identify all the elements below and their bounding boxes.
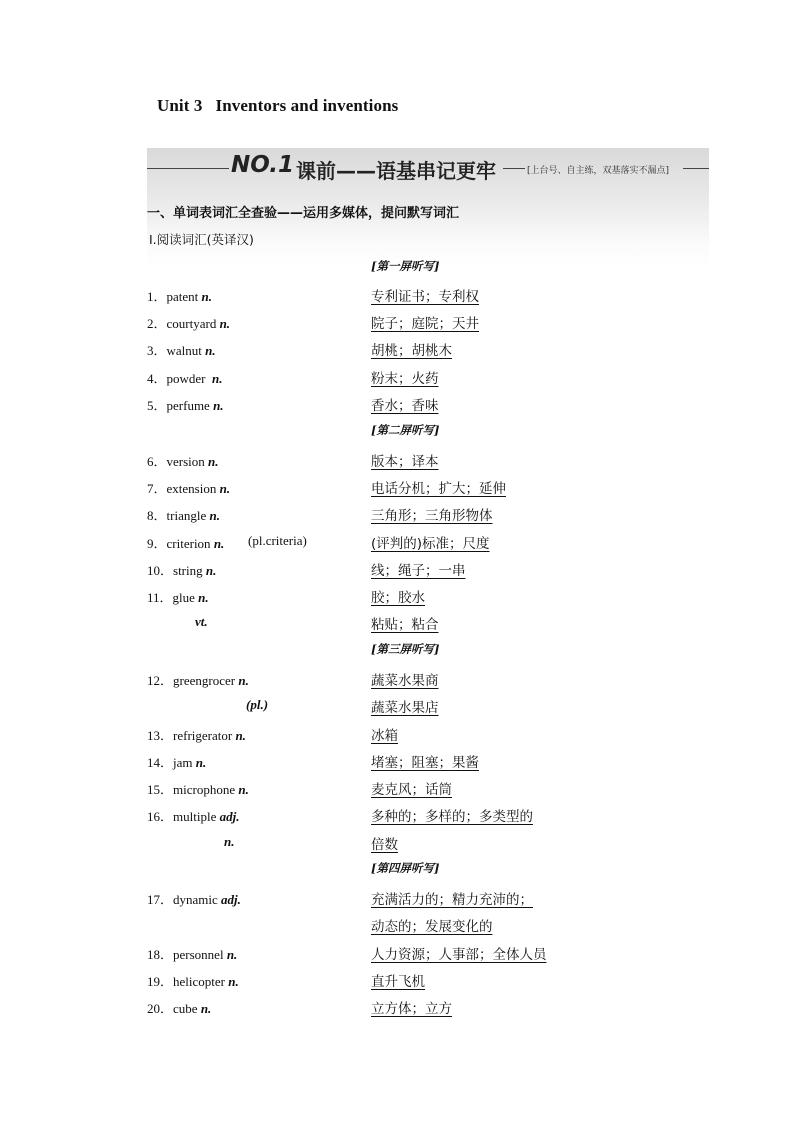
vocab-meaning: 胶；胶水 bbox=[371, 590, 425, 606]
vocab-meaning: 倍数 bbox=[371, 837, 398, 853]
vocab-word: 13．refrigerator n. bbox=[147, 728, 246, 743]
section-number: NO.1 bbox=[231, 152, 295, 178]
vocab-word: 2．courtyard n. bbox=[147, 316, 231, 331]
vocab-meaning: 胡桃；胡桃木 bbox=[371, 343, 452, 359]
vocab-row bbox=[0, 368, 794, 390]
vocab-word: 17．dynamic adj. bbox=[147, 892, 241, 907]
vocab-meaning: 多种的；多样的；多类型的 bbox=[371, 809, 533, 825]
vocab-meaning: 院子；庭院；天井 bbox=[371, 316, 479, 332]
vocab-word: 10．string n. bbox=[147, 563, 217, 578]
vocab-row bbox=[0, 340, 794, 362]
vocab-row bbox=[0, 614, 794, 636]
vocab-word: 15．microphone n. bbox=[147, 782, 249, 797]
section-title: 课前——语基串记更牢 bbox=[296, 159, 496, 183]
vocab-pos: n. bbox=[224, 834, 235, 849]
vocab-word: 16．multiple adj. bbox=[147, 809, 240, 824]
vocab-row bbox=[0, 533, 794, 555]
vocab-meaning: 蔬菜水果店 bbox=[371, 700, 439, 716]
screen-label-row bbox=[0, 259, 794, 281]
vocab-word: 1．patent n. bbox=[147, 289, 213, 304]
vocab-meaning: 充满活力的；精力充沛的； bbox=[371, 892, 533, 908]
vocab-meaning: 直升飞机 bbox=[371, 974, 425, 990]
banner-note: [上台号、自主练，双基落实不漏点] bbox=[527, 166, 670, 176]
vocab-row bbox=[0, 889, 794, 911]
vocab-row bbox=[0, 752, 794, 774]
screen-label: [第四屏听写] bbox=[371, 861, 440, 875]
vocab-row bbox=[0, 971, 794, 993]
vocab-meaning: (评判的)标准；尺度 bbox=[371, 536, 490, 552]
vocab-meaning: 麦克风；话筒 bbox=[371, 782, 452, 798]
vocab-word: 20．cube n. bbox=[147, 1001, 212, 1016]
vocab-meaning: 版本；译本 bbox=[371, 454, 439, 470]
vocab-row bbox=[0, 834, 794, 856]
screen-label-row bbox=[0, 861, 794, 883]
vocab-row bbox=[0, 313, 794, 335]
vocab-row bbox=[0, 944, 794, 966]
reading-vocab-heading: Ⅰ.阅读词汇(英译汉) bbox=[149, 232, 254, 247]
screen-label-row bbox=[0, 423, 794, 445]
vocab-meaning: 三角形；三角形物体 bbox=[371, 508, 493, 524]
screen-label: [第二屏听写] bbox=[371, 423, 440, 437]
vocab-meaning: 动态的；发展变化的 bbox=[371, 919, 493, 935]
screen-label: [第三屏听写] bbox=[371, 642, 440, 656]
vocab-row bbox=[0, 697, 794, 719]
vocab-row bbox=[0, 587, 794, 609]
vocab-word: 4．powder n. bbox=[147, 371, 223, 386]
vocab-meaning: 香水；香味 bbox=[371, 398, 439, 414]
vocab-word: 5．perfume n. bbox=[147, 398, 224, 413]
vocab-word: 7．extension n. bbox=[147, 481, 231, 496]
unit-title: Unit 3 Inventors and inventions bbox=[157, 96, 399, 115]
banner-rule-middle bbox=[503, 168, 525, 169]
vocab-word: 12．greengrocer n. bbox=[147, 673, 249, 688]
vocab-word: 6．version n. bbox=[147, 454, 219, 469]
vocab-pos: vt. bbox=[195, 614, 208, 629]
screen-label-row bbox=[0, 642, 794, 664]
vocab-meaning: 专利证书；专利权 bbox=[371, 289, 479, 305]
banner-rule-right bbox=[683, 168, 709, 169]
vocab-meaning: 堵塞；阻塞；果酱 bbox=[371, 755, 479, 771]
vocab-row bbox=[0, 451, 794, 473]
vocab-heading: 一、单词表词汇全查验——运用多媒体，提问默写词汇 bbox=[147, 206, 460, 221]
vocab-meaning: 线；绳子；一串 bbox=[371, 563, 466, 579]
vocab-meaning: 粘贴；粘合 bbox=[371, 617, 439, 633]
vocab-row bbox=[0, 998, 794, 1020]
vocab-row bbox=[0, 560, 794, 582]
vocab-row bbox=[0, 395, 794, 417]
banner-rule-left bbox=[147, 168, 229, 169]
vocab-word: 18．personnel n. bbox=[147, 947, 238, 962]
vocab-meaning: 人力资源；人事部；全体人员 bbox=[371, 947, 547, 963]
vocab-row bbox=[0, 670, 794, 692]
vocab-row bbox=[0, 806, 794, 828]
vocab-row bbox=[0, 478, 794, 500]
vocab-plural: (pl.criteria) bbox=[248, 533, 307, 548]
vocab-row bbox=[0, 916, 794, 938]
vocab-row bbox=[0, 779, 794, 801]
vocab-meaning: 冰箱 bbox=[371, 728, 398, 744]
vocab-word: 11．glue n. bbox=[147, 590, 209, 605]
vocab-row bbox=[0, 725, 794, 747]
vocab-row bbox=[0, 505, 794, 527]
vocab-meaning: 蔬菜水果商 bbox=[371, 673, 439, 689]
vocab-word: 3．walnut n. bbox=[147, 343, 216, 358]
vocab-meaning: 立方体；立方 bbox=[371, 1001, 452, 1017]
vocab-word: 19．helicopter n. bbox=[147, 974, 239, 989]
vocab-row bbox=[0, 286, 794, 308]
screen-label: [第一屏听写] bbox=[371, 259, 440, 273]
vocab-meaning: 粉末；火药 bbox=[371, 371, 439, 387]
vocab-word: 14．jam n. bbox=[147, 755, 207, 770]
vocab-word: 8．triangle n. bbox=[147, 508, 220, 523]
vocab-pos: (pl.) bbox=[246, 697, 269, 712]
vocab-word: 9．criterion n. bbox=[147, 536, 225, 551]
vocab-meaning: 电话分机；扩大；延伸 bbox=[371, 481, 506, 497]
